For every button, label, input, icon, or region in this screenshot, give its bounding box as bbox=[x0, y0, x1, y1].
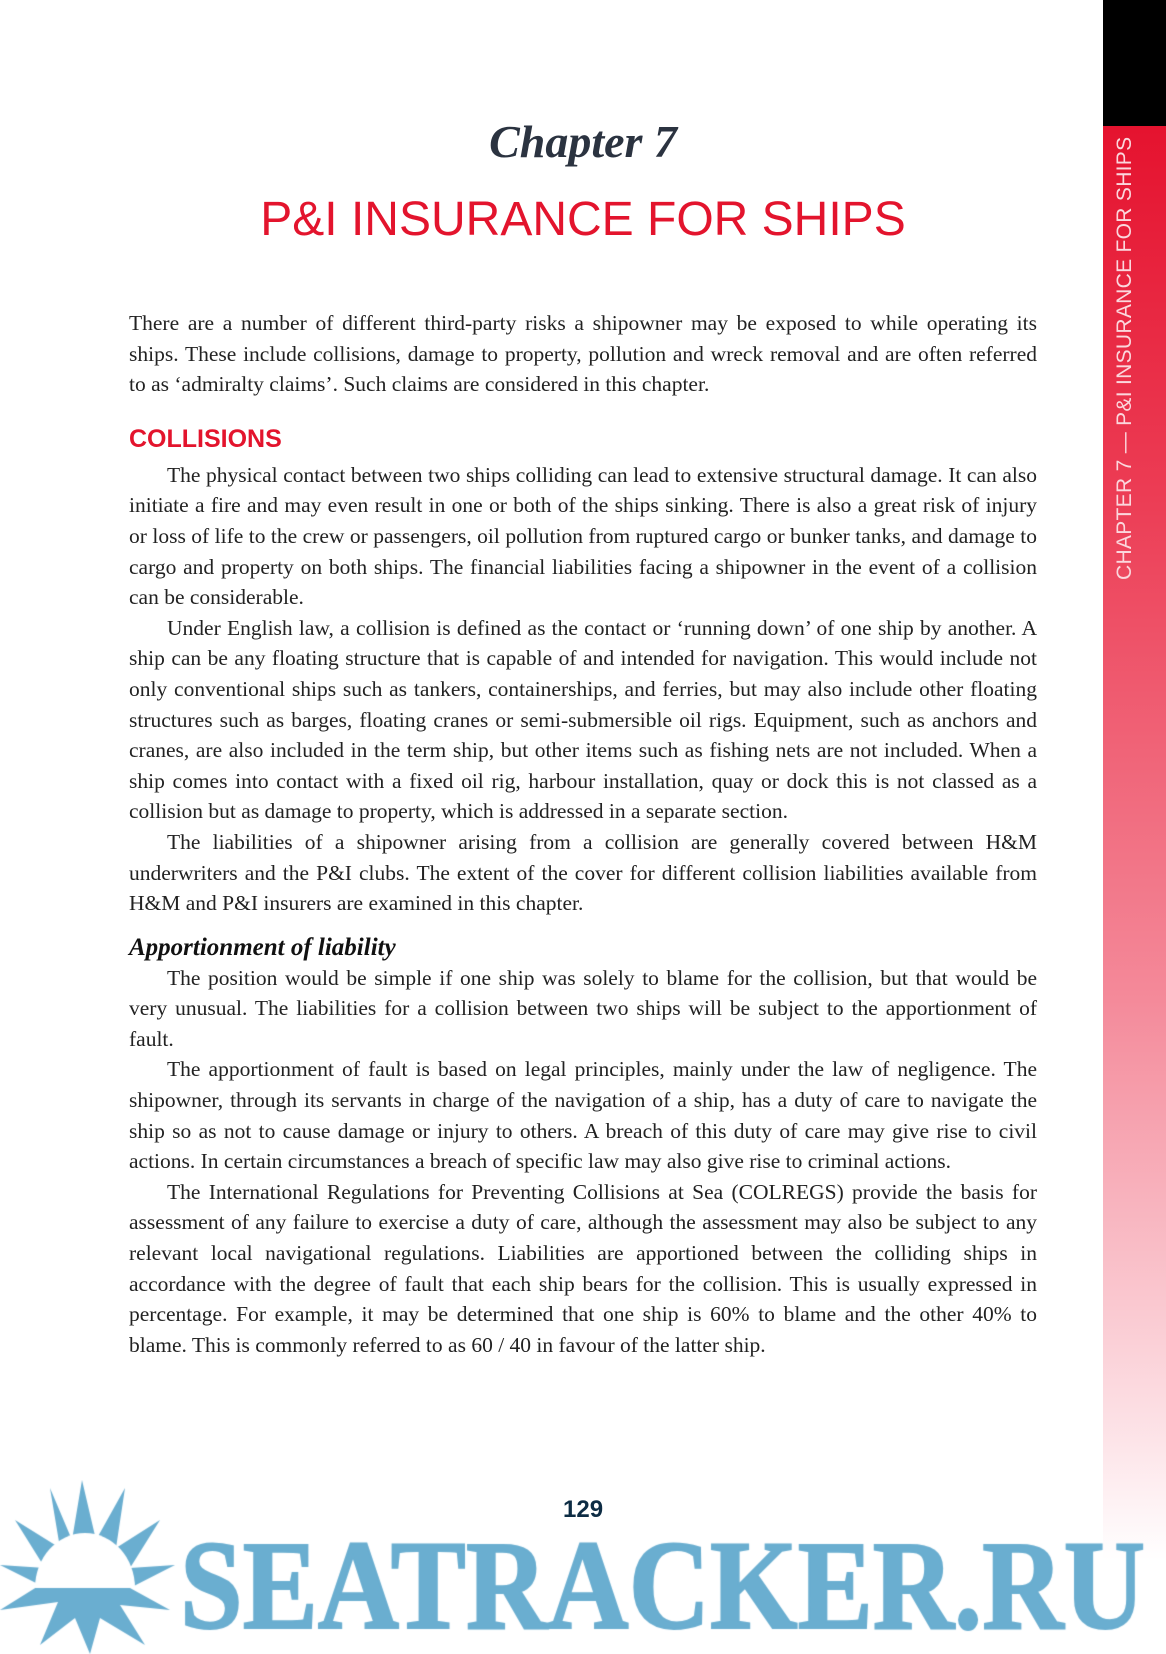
paragraph: The physical contact between two ships colliding can lead to extensive structural damage. It can also initiate a fire and may even result in one or both of the ships sinking. There is also a great risk of injury or loss of life to the crew or passengers, oil pollution from ruptured cargo or bunker tanks, and damage to cargo and property on both ships. The financial liabilities facing a shipowner in the event of a collision can be considerable. bbox=[129, 462, 1037, 610]
sidebar-black-block bbox=[1103, 0, 1166, 126]
paragraph: The International Regulations for Preventing Collisions at Sea (COLREGS) provide the basis for assessment of any failure to exercise a duty of care, although the assessment may also be subject to any relevant local navigational regulations. Liabilities are apportioned between the colliding ships in accordance with the degree of fault that each ship bears for the collision. This is usually expressed in percentage. For example, it may be determined that one ship is 60% to blame and the other 40% to blame. This is commonly referred to as 60 / 40 in favour of the latter ship. bbox=[129, 1179, 1037, 1357]
paragraph: The liabilities of a shipowner arising from a collision are generally covered between H&M underwriters and the P&I clubs. The extent of the cover for different collision liabilities available from H&M and P&I insurers are examined in this chapter. bbox=[129, 829, 1037, 916]
paragraph: Under English law, a collision is defined as the contact or ‘running down’ of one ship by another. A ship can be any floating structure that is capable of and intended for navigation. This would include not only conventional ships such as tankers, containerships, and ferries, but may also include other floating structures such as barges, floating cranes or semi-submersible oil rigs. Equipment, such as anchors and cranes, are also included in the term ship, but other items such as fishing nets are not included. When a ship comes into contact with a fixed oil rig, harbour installation, quay or dock this is not classed as a collision but as damage to property, which is addressed in a separate section. bbox=[129, 615, 1037, 824]
paragraph: The apportionment of fault is based on legal principles, mainly under the law of negligence. The shipowner, through its servants in charge of the navigation of a ship, has a duty of care to navigate the ship so as not to cause damage or injury to others. A breach of this duty of care may give rise to civil actions. In certain circumstances a breach of specific law may also give rise to criminal actions. bbox=[129, 1057, 1037, 1174]
page-number: 129 bbox=[563, 1496, 604, 1523]
paragraph: The position would be simple if one ship was solely to blame for the collision, but that would be very unusual. The liabilities for a collision between two ships will be subject to the apportionment of fault. bbox=[129, 965, 1037, 1051]
intro-paragraph: There are a number of different third-party risks a shipowner may be exposed to while operating its ships. These include collisions, damage to property, pollution and wreck removal and are often referred to as ‘admiralty claims’. Such claims are considered in this chapter. bbox=[129, 311, 1037, 397]
chapter-title: P&I INSURANCE FOR SHIPS bbox=[260, 193, 906, 246]
chapter-sidebar-tab bbox=[1103, 0, 1166, 1654]
subsection-heading-apportionment: Apportionment of liability bbox=[129, 933, 396, 961]
sidebar-chapter-label: CHAPTER 7 — P&I INSURANCE FOR SHIPS bbox=[1113, 136, 1136, 580]
section-heading-collisions: COLLISIONS bbox=[129, 424, 282, 453]
body-text bbox=[129, 308, 1037, 1360]
chapter-number: Chapter 7 bbox=[489, 116, 677, 167]
